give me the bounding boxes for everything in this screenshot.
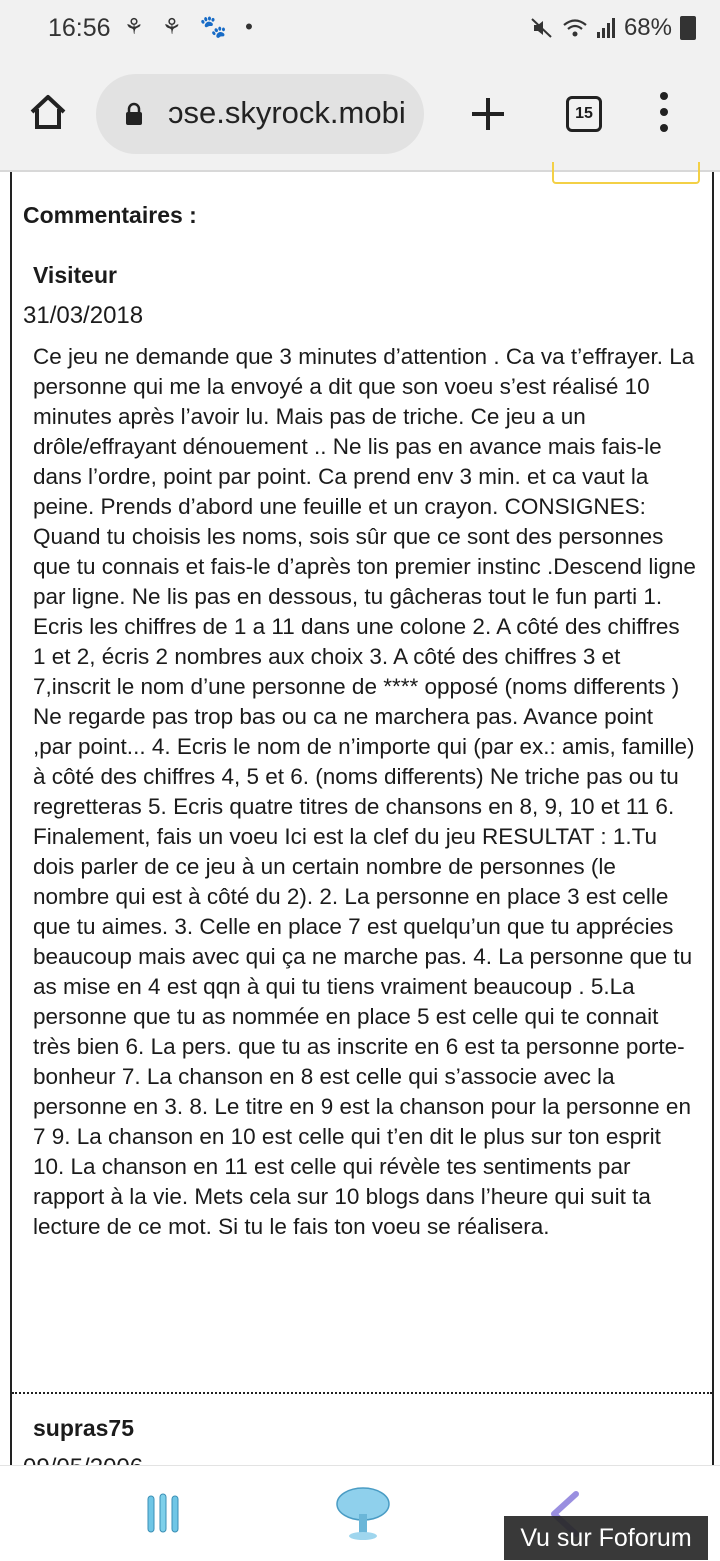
comment-author[interactable]: Visiteur (33, 262, 117, 288)
tab-switcher-button[interactable]: 15 (566, 96, 602, 132)
system-icons (530, 14, 696, 42)
url-text[interactable]: ɔse.skyrock.mobi (168, 95, 406, 130)
battery-icon (680, 16, 696, 40)
notification-icons: ⚘ ⚘ 🐾 • (124, 14, 259, 39)
watermark-badge: Vu sur Foforum (504, 1516, 708, 1560)
page-content (10, 172, 714, 1465)
tree-icon[interactable] (334, 1484, 392, 1542)
menu-icon[interactable] (146, 1492, 180, 1536)
battery-percent: 68% (623, 14, 672, 41)
browser-toolbar (0, 62, 720, 172)
status-time: 16:56 (48, 14, 111, 42)
lock-icon[interactable] (124, 102, 144, 126)
comment-divider (12, 1392, 712, 1394)
comments-title: Commentaires : (23, 202, 197, 228)
comment-date: 31/03/2018 (23, 302, 144, 329)
ad-box-edge (552, 162, 700, 184)
wifi-icon (562, 16, 588, 40)
overflow-menu-icon[interactable] (654, 92, 674, 136)
comment-text: Ce jeu ne demande que 3 minutes d’attention . Ca va t’effrayer. La personne qui me la envoyé a dit que son voeu s’est réalisé 10 minutes après l’avoir lu. Mais pas de triche. Ce jeu a un drôle/effrayant dénouement .. Ne lis pas en avance mais fais-le dans l’ordre, point par point. Ca prend env 3 min. et ca vaut la peine. Prends d’abord une feuille et un crayon. CONSIGNES: Quand tu choisis les noms, sois sûr que ce sont des personnes que tu connais et fais-le d’après ton premier instinc .Descend ligne par ligne. Ne lis pas en dessous, tu gâcheras tout le fun parti 1. Ecris les chiffres de 1 a 11 dans une colone 2. A côté des chiffres 1 et 2, écris 2 nombres aux choix 3. A côté des chiffres 3 et 7,inscrit le nom d’une personne de **** opposé (noms differents ) Ne regarde pas trop bas ou ca ne marchera pas. Avance point ,par point... 4. Ecris le nom de n’importe qui (par ex.: amis, famille) à côté des chiffres 4, 5 et 6. (noms differents) Ne triche pas ou tu regretteras 5. Ecris quatre titres de chansons en 8, 9, 10 et 11 6. Finalement, fais un voeu Ici est la clef du jeu RESULTAT : 1.Tu dois parler de ce jeu à un certain nombre de personnes (le nombre qui est à côté du 2). 2. La personne en place 3 est celle que tu aimes. 3. Celle en place 7 est quelqu’un que tu apprécies beaucoup mais avec qui ça ne marche pas. 4. La personne que tu as mise en 4 est qqn à qui tu tiens vraiment beaucoup . 5.La personne que tu as nommée en place 5 est celle qui te connait très bien 6. La pers. que tu as inscrite en 6 est ta personne porte-bonheur 7. La chanson en 8 est celle qui s’associe avec la personne en 3. 8. Le titre en 9 est la chanson pour la personne en 7 9. La chanson en 10 est celle qui t’en dit le plus sur ton esprit 10. La chanson en 11 est celle qui révèle tes sentiments par rapport à la vie. Mets cela sur 10 blogs dans l’heure qui suit ta lecture de ce mot. Si tu le fais ton voeu se réalisera. (33, 344, 696, 1239)
home-icon[interactable] (28, 92, 68, 132)
new-tab-icon[interactable] (468, 94, 508, 134)
bottom-nav (0, 1465, 720, 1561)
url-bar[interactable] (96, 74, 424, 154)
comment-author[interactable]: supras75 (33, 1415, 135, 1441)
signal-icon (596, 17, 616, 39)
mute-icon (530, 16, 554, 40)
status-bar (0, 0, 720, 62)
